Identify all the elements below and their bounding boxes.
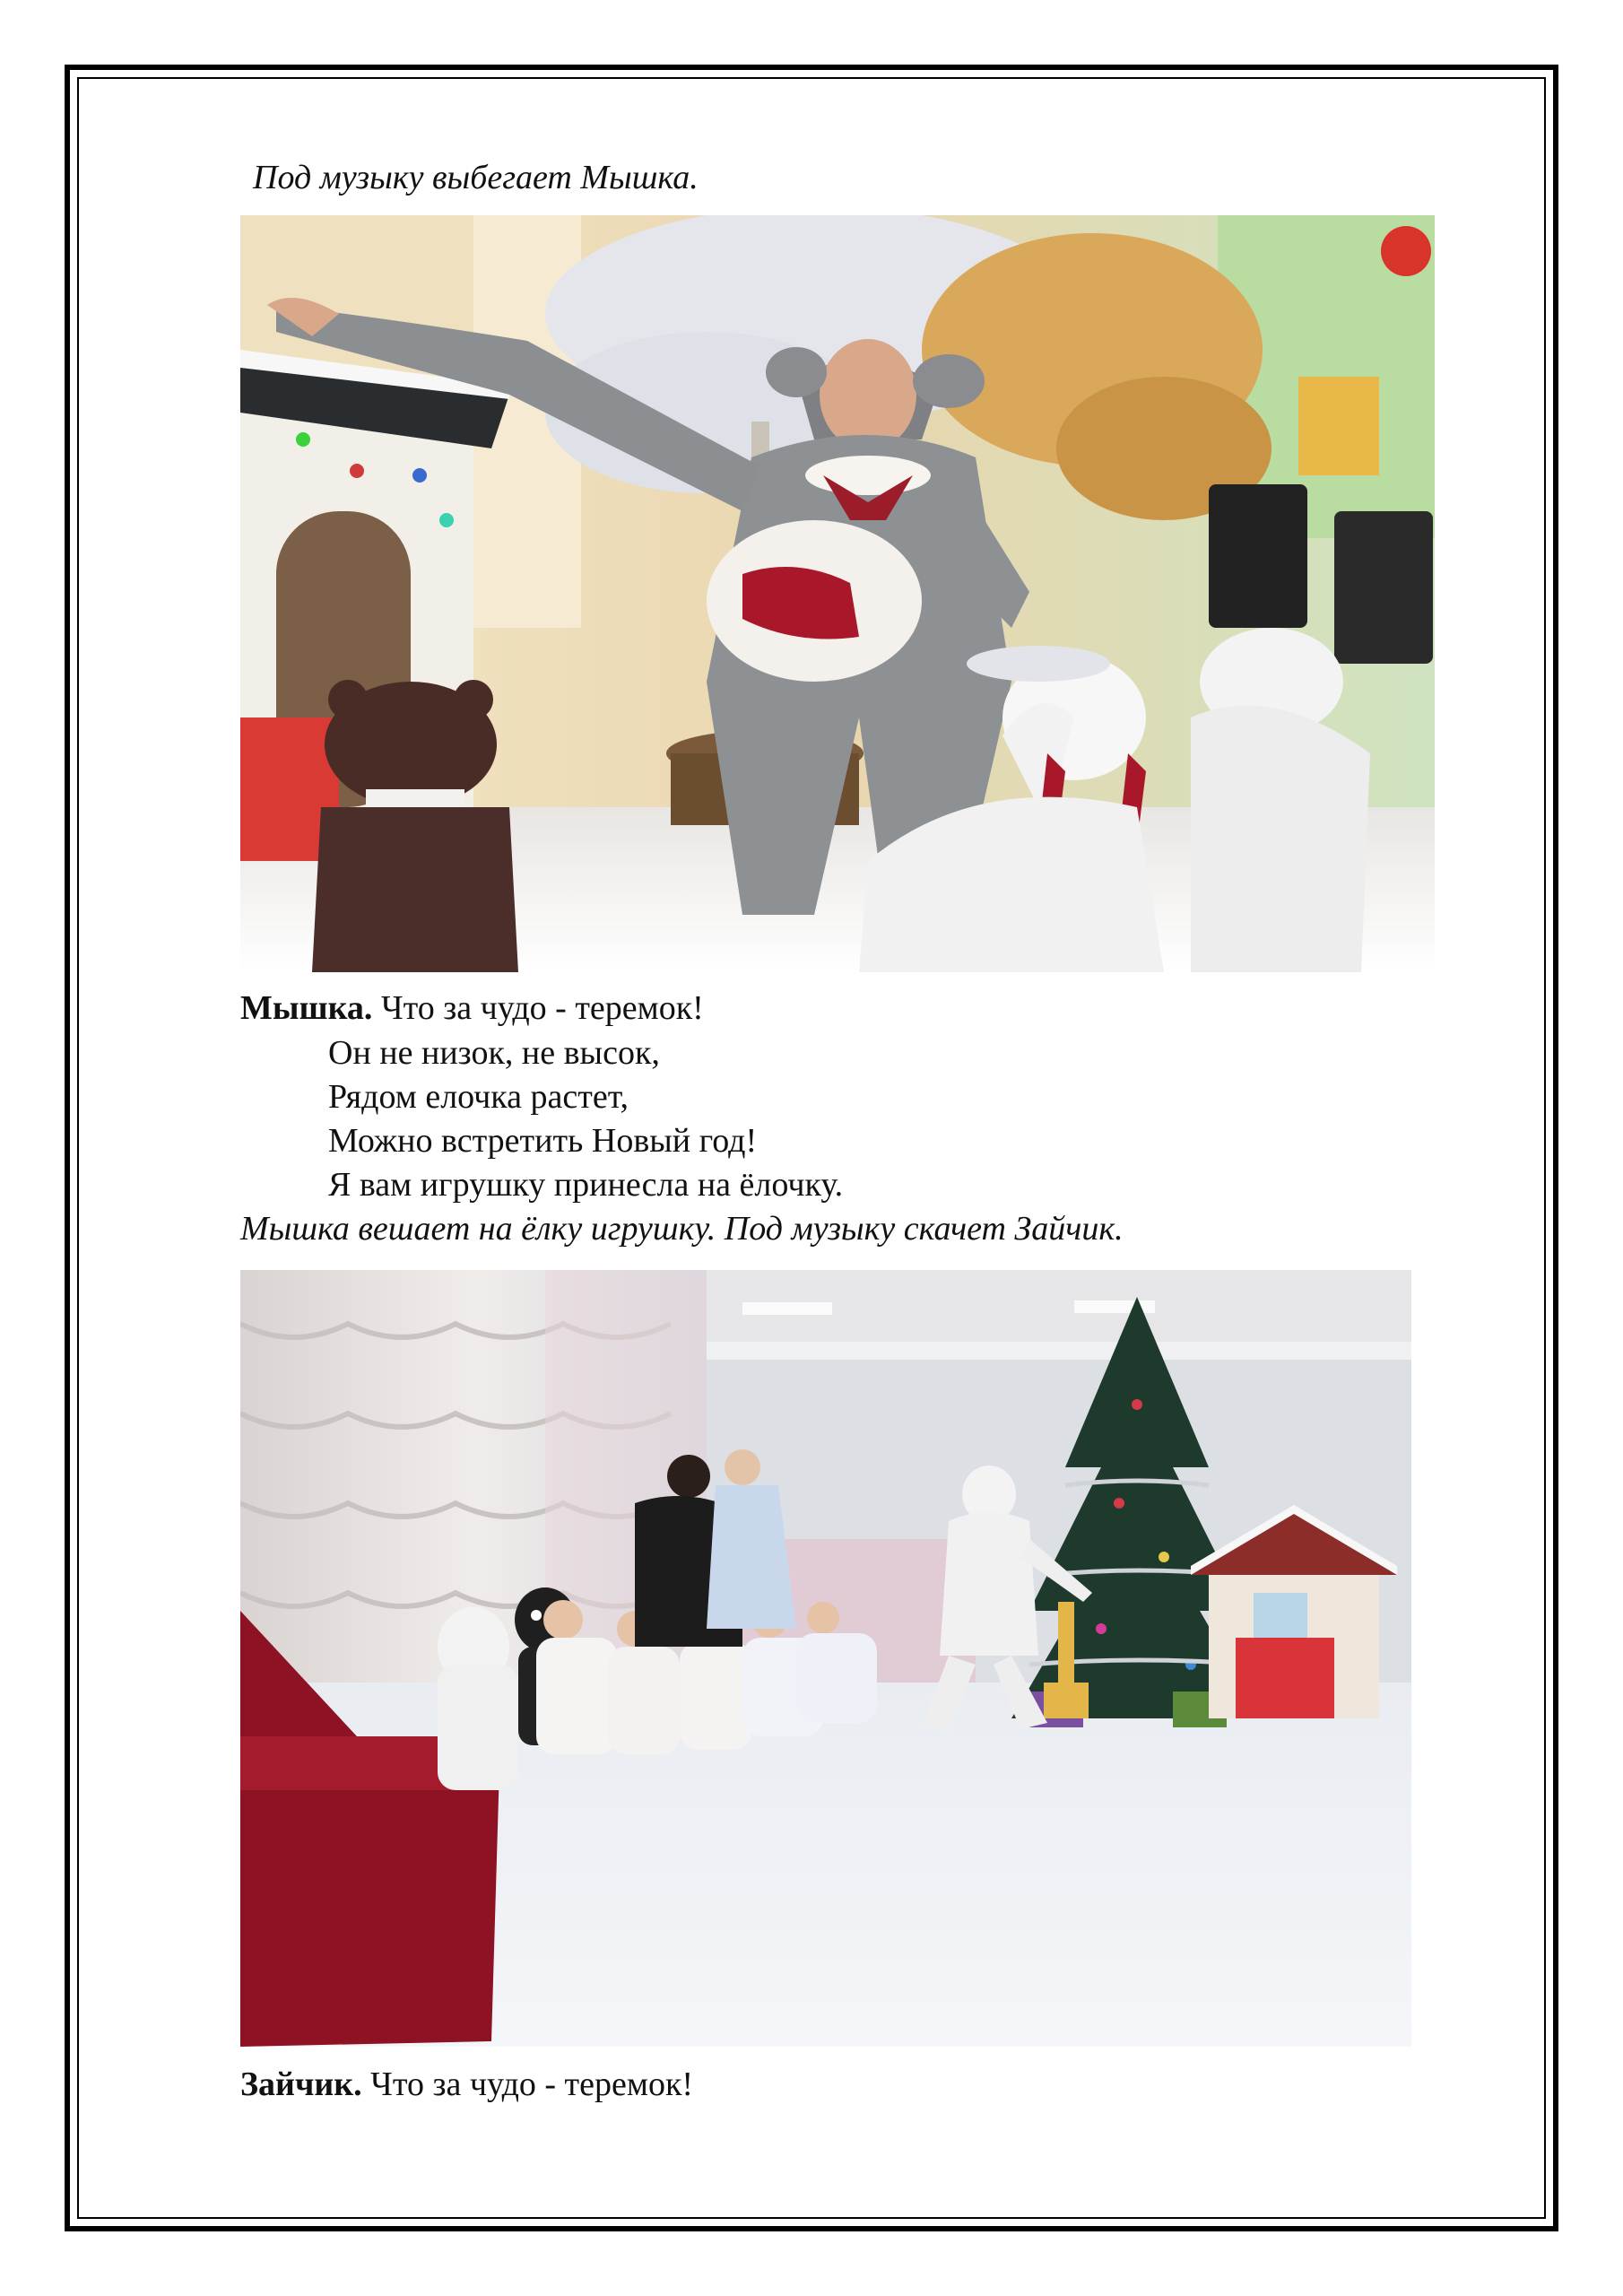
mouse-verse-line: Можно встретить Новый год!	[328, 1122, 758, 1160]
bunny-line-1	[240, 2063, 693, 2106]
stage-direction-1: Под музыку выбегает Мышка.	[253, 159, 699, 196]
mouse-verse-line: Рядом елочка растет,	[328, 1078, 629, 1116]
mouse-verse-line: Я вам игрушку принесла на ёлочку.	[328, 1166, 844, 1204]
mouse-verse-line: Он не низок, не высок,	[328, 1034, 660, 1072]
speaker-mouse: Мышка.	[240, 989, 373, 1027]
stage-direction-2: Мышка вешает на ёлку игрушку. Под музыку скачет Зайчик.	[240, 1210, 1124, 1248]
photo-bunny-scene	[240, 1270, 1411, 2047]
bunny-verse-line: Что за чудо - теремок!	[370, 2066, 694, 2103]
photo-mouse-scene	[240, 215, 1435, 972]
mouse-line-1	[240, 987, 704, 1030]
speaker-bunny: Зайчик.	[240, 2066, 362, 2103]
mouse-verse-line: Что за чудо - теремок!	[380, 989, 704, 1027]
